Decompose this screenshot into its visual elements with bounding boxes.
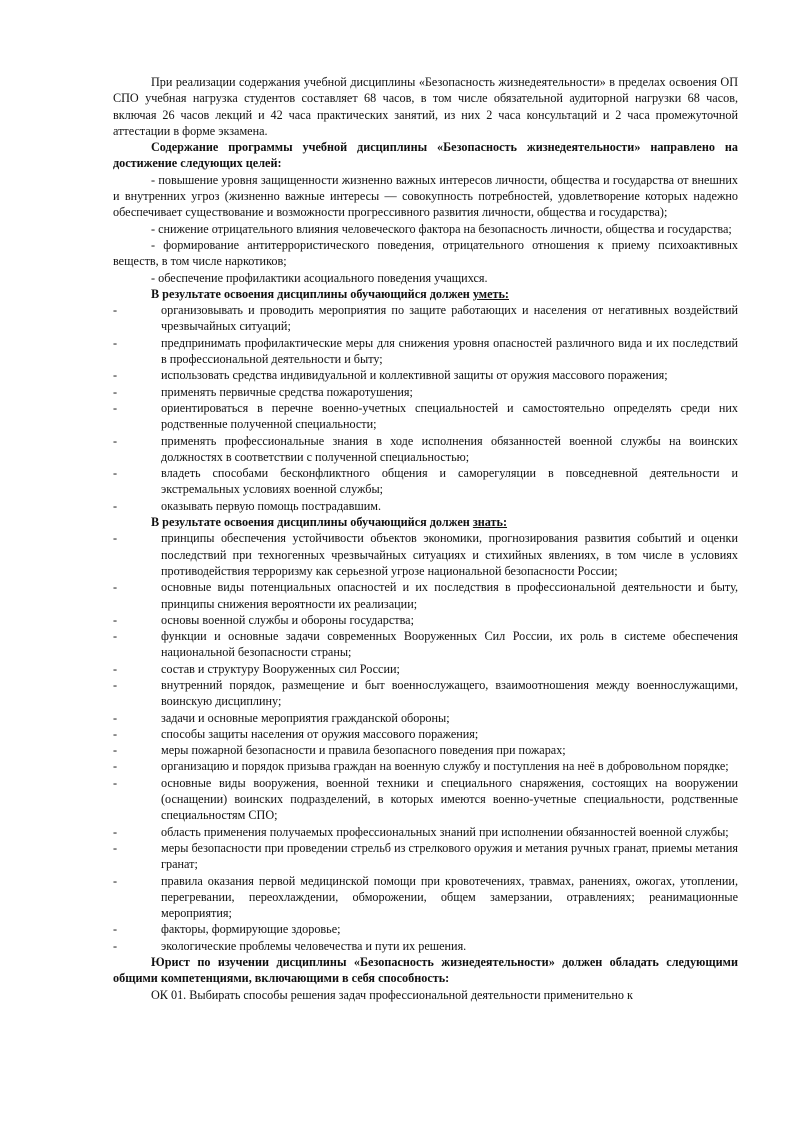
goal-item: - формирование антитеррористического поведения, отрицательного отношения к приему психоактивных веществ, в том числе наркотиков;: [113, 237, 738, 269]
knowledge-item: [113, 938, 738, 954]
list-item-text: меры пожарной безопасности и правила безопасного поведения при пожарах;: [161, 743, 566, 758]
knowledge-item: [113, 921, 738, 937]
list-dash: -: [113, 938, 118, 953]
knowledge-item: [113, 677, 738, 710]
list-dash: -: [113, 400, 118, 415]
knowledge-heading-prefix: В результате освоения дисциплины обучающийся должен: [151, 515, 473, 530]
knowledge-item: [113, 628, 738, 661]
skills-heading: [113, 286, 738, 302]
list-item-text: организацию и порядок призыва граждан на военную службу и поступления на неё в добровольном порядке;: [161, 759, 729, 774]
skill-item: [113, 465, 738, 498]
skill-item: [113, 335, 738, 368]
list-item-text: владеть способами бесконфликтного общения и саморегуляции в повседневной деятельности и экстремальных условиях военной службы;: [161, 466, 738, 497]
list-dash: -: [113, 661, 118, 676]
competence-heading: Юрист по изучении дисциплины «Безопасность жизнедеятельности» должен обладать следующими общими компетенциями, включающими в себя способность:: [113, 955, 738, 986]
skills-list: [113, 302, 738, 514]
list-dash: -: [113, 612, 118, 627]
list-dash: -: [113, 368, 118, 383]
knowledge-item: [113, 530, 738, 579]
knowledge-item: [113, 726, 738, 742]
list-dash: -: [113, 726, 118, 741]
knowledge-item: [113, 775, 738, 824]
list-item-text: факторы, формирующие здоровье;: [161, 922, 341, 937]
skill-item: [113, 433, 738, 466]
knowledge-heading: [113, 514, 738, 530]
list-item-text: способы защиты населения от оружия массового поражения;: [161, 726, 479, 741]
document-page: [113, 74, 738, 1003]
goal-item: - обеспечение профилактики асоциального поведения учащихся.: [151, 270, 488, 285]
list-dash: -: [113, 433, 118, 448]
list-item-text: принципы обеспечения устойчивости объектов экономики, прогнозирования развития событий и оценки последствий при техногенных чрезвычайных ситуациях и стихийных явлениях, в том числе в условиях противодействия терроризму как серьезной угрозе национальной безопасности России;: [161, 531, 738, 578]
knowledge-item: [113, 612, 738, 628]
goals-heading: Содержание программы учебной дисциплины «Безопасность жизнедеятельности» направлено на достижение следующих целей:: [113, 140, 738, 171]
list-dash: -: [113, 873, 118, 888]
skill-item: [113, 400, 738, 433]
skills-heading-prefix: В результате освоения дисциплины обучающийся должен: [151, 286, 473, 301]
knowledge-item: [113, 661, 738, 677]
list-item-text: экологические проблемы человечества и пути их решения.: [161, 938, 467, 953]
list-dash: -: [113, 759, 118, 774]
list-dash: -: [113, 303, 118, 318]
list-dash: -: [113, 775, 118, 790]
skills-heading-word: уметь:: [472, 286, 509, 301]
list-item-text: меры безопасности при проведении стрельб из стрелкового оружия и метания ручных гранат, приемы метания гранат;: [161, 840, 738, 872]
goal-item: - повышение уровня защищенности жизненно важных интересов личности, общества и государства от внешних и внутренних угроз (жизненно важные интересы — совокупность потребностей, удовлетворение которых надежно обеспечивает существование и возможности прогрессивного развития личности, общества и государства);: [113, 172, 738, 220]
skill-item: [113, 384, 738, 400]
list-item-text: оказывать первую помощь пострадавшим.: [161, 498, 381, 513]
knowledge-item: [113, 824, 738, 840]
list-dash: -: [113, 840, 118, 855]
knowledge-item: [113, 840, 738, 873]
list-dash: -: [113, 922, 118, 937]
list-dash: -: [113, 498, 118, 513]
knowledge-item: [113, 579, 738, 612]
knowledge-item: [113, 873, 738, 922]
list-item-text: основы военной службы и обороны государства;: [161, 612, 414, 627]
list-dash: -: [113, 824, 118, 839]
skill-item: [113, 367, 738, 383]
knowledge-heading-word: знать:: [472, 515, 508, 530]
list-item-text: организовывать и проводить мероприятия по защите работающих и населения от негативных воздействий чрезвычайных ситуаций;: [161, 303, 738, 334]
list-dash: -: [113, 743, 118, 758]
goal-item: - снижение отрицательного влияния человеческого фактора на безопасность личности, общества и государства;: [151, 221, 732, 236]
list-dash: -: [113, 466, 118, 481]
list-item-text: правила оказания первой медицинской помощи при кровотечениях, травмах, ранениях, ожогах, утоплении, перегревании, переохлаждении, обморожении, общем замерзании, отравлениях; реанимационные мероприятия;: [161, 873, 738, 921]
list-dash: -: [113, 580, 118, 595]
list-item-text: применять профессиональные знания в ходе исполнения обязанностей военной службы на воинских должностях в соответствии с полученной специальностью;: [161, 433, 738, 464]
list-item-text: внутренний порядок, размещение и быт военнослужащего, взаимоотношения между военнослужащими, воинскую дисциплину;: [161, 677, 738, 709]
list-dash: -: [113, 531, 118, 546]
knowledge-item: [113, 758, 738, 774]
list-item-text: основные виды потенциальных опасностей и их последствия в профессиональной деятельности и быту, принципы снижения вероятности их реализации;: [161, 580, 738, 611]
skill-item: [113, 498, 738, 514]
goals-list: [113, 172, 738, 286]
list-item-text: функции и основные задачи современных Вооруженных Сил России, их роль в системе обеспечения национальной безопасности страны;: [161, 629, 738, 660]
list-item-text: использовать средства индивидуальной и коллективной защиты от оружия массового поражения;: [161, 368, 668, 383]
list-dash: -: [113, 629, 118, 644]
ok01-paragraph: ОК 01. Выбирать способы решения задач профессиональной деятельности применительно к: [151, 987, 633, 1002]
list-dash: -: [113, 384, 118, 399]
knowledge-list: [113, 530, 738, 954]
list-item-text: основные виды вооружения, военной техники и специального снаряжения, состоящих на вооружении (оснащении) воинских подразделений, в которых имеются военно-учетные специальности, родственные специальностям СПО;: [161, 775, 738, 823]
intro-paragraph: При реализации содержания учебной дисциплины «Безопасность жизнедеятельности» в пределах освоения ОП СПО учебная нагрузка студентов составляет 68 часов, в том числе обязательной аудиторной нагрузки 68 часов, включая 26 часов лекций и 42 часа практических занятий, из них 2 часа консультаций и 2 часа промежуточной аттестации в форме экзамена.: [113, 75, 738, 138]
list-dash: -: [113, 677, 118, 692]
list-item-text: состав и структуру Вооруженных сил России;: [161, 661, 400, 676]
knowledge-item: [113, 710, 738, 726]
list-item-text: предпринимать профилактические меры для снижения уровня опасностей различного вида и их последствий в профессиональной деятельности и быту;: [161, 335, 738, 367]
list-item-text: задачи и основные мероприятия гражданской обороны;: [161, 710, 450, 725]
list-item-text: область применения получаемых профессиональных знаний при исполнении обязанностей военной службы;: [161, 824, 729, 839]
list-item-text: ориентироваться в перечне военно-учетных специальностей и самостоятельно определять среди них родственные полученной специальности;: [161, 400, 738, 432]
skill-item: [113, 302, 738, 335]
list-dash: -: [113, 710, 118, 725]
list-dash: -: [113, 335, 118, 350]
knowledge-item: [113, 742, 738, 758]
list-item-text: применять первичные средства пожаротушения;: [161, 384, 413, 399]
